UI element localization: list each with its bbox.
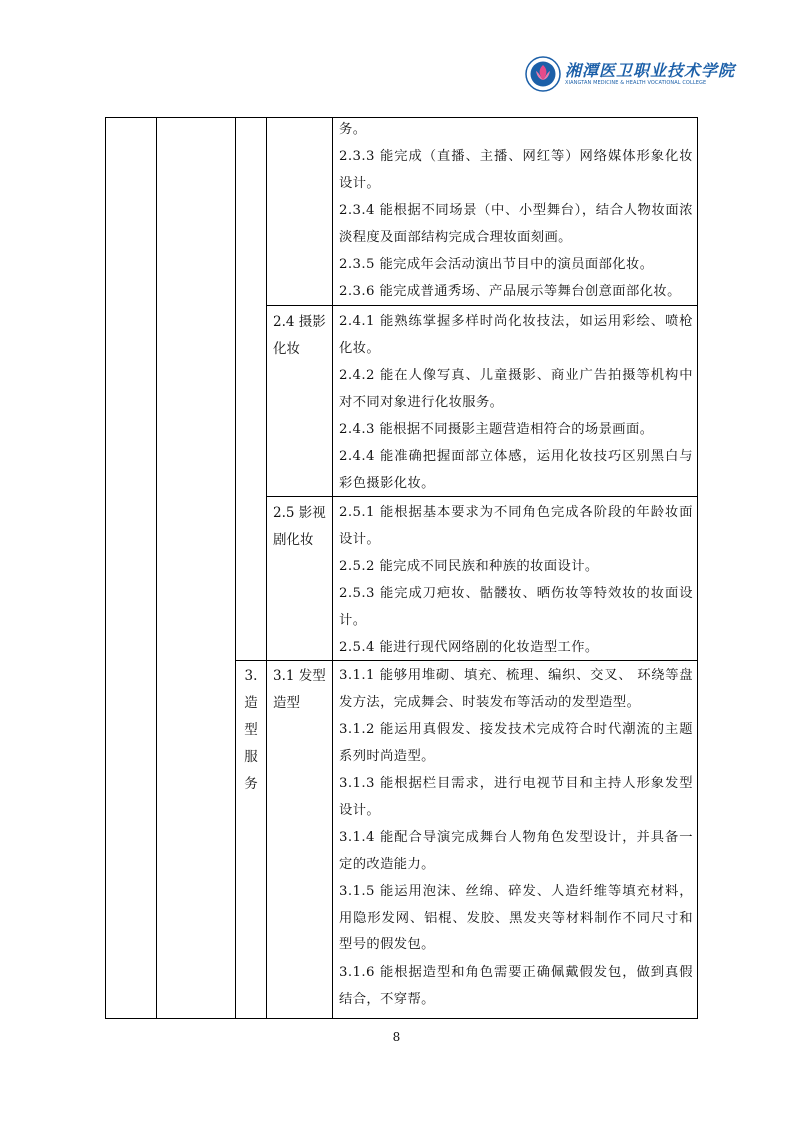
college-seal-icon xyxy=(525,56,561,92)
skill-item: 3.1.4 能配合导演完成舞台人物角色发型设计，并具备一定的改造能力。 xyxy=(339,830,693,872)
skill-item: 3.1.2 能运用真假发、接发技术完成符合时代潮流的主题系列时尚造型。 xyxy=(339,722,693,764)
skill-item: 务。 xyxy=(339,122,367,137)
skill-item: 3.1.5 能运用泡沫、丝绵、碎发、人造纤维等填充材料，用隐形发网、铝棍、发胶、黑发夹等材料制作不同尺寸和型号的假发包。 xyxy=(339,884,693,953)
skill-item: 2.5.3 能完成刀疤妆、骷髅妆、晒伤妆等特效妆的妆面设计。 xyxy=(339,586,693,628)
skill-item: 3.1.3 能根据栏目需求，进行电视节目和主持人形象发型设计。 xyxy=(339,776,693,818)
skill-item: 2.4.2 能在人像写真、儿童摄影、商业广告拍摄等机构中对不同对象进行化妆服务。 xyxy=(339,368,693,410)
table-border-bottom xyxy=(105,1018,698,1019)
table-col-divider xyxy=(235,117,236,1019)
skill-item: 2.3.5 能完成年会活动演出节目中的演员面部化妆。 xyxy=(339,257,654,272)
skill-item: 2.4.1 能熟练掌握多样时尚化妆技法，如运用彩绘、喷枪化妆。 xyxy=(339,314,693,356)
skill-item: 2.3.6 能完成普通秀场、产品展示等舞台创意面部化妆。 xyxy=(339,284,681,299)
table-border-right xyxy=(697,117,698,1019)
college-name-en: XIANGTAN MEDICINE & HEALTH VOCATIONAL COLLEGE xyxy=(565,80,707,86)
table-col-divider xyxy=(156,117,157,1019)
skills-table xyxy=(105,117,698,1019)
skill-item: 2.4.3 能根据不同摄影主题营造相符合的场景画面。 xyxy=(339,422,654,437)
task-label: 3. 造型服务 xyxy=(244,668,258,792)
subsection-label: 2.5 影视剧化妆 xyxy=(273,505,326,548)
skill-item: 2.3.3 能完成（直播、主播、网红等）网络媒体形象化妆设计。 xyxy=(339,149,693,191)
table-col-divider xyxy=(266,117,267,1019)
skill-item: 2.5.2 能完成不同民族和种族的妆面设计。 xyxy=(339,559,599,574)
college-name-cn: 湘潭医卫职业技术学院 xyxy=(565,61,736,80)
skill-item: 2.5.4 能进行现代网络剧的化妆造型工作。 xyxy=(339,640,599,655)
skill-item: 2.3.4 能根据不同场景（中、小型舞台），结合人物妆面浓淡程度及面部结构完成合理妆面刻画。 xyxy=(339,203,693,245)
page-number: 8 xyxy=(392,1030,401,1044)
subsection-label: 3.1 发型造型 xyxy=(273,668,326,711)
subsection-label: 2.4 摄影化妆 xyxy=(273,314,326,357)
college-logo xyxy=(525,54,736,94)
table-border-left xyxy=(105,117,106,1019)
skill-item: 3.1.1 能够用堆砌、填充、梳理、编织、交叉、 环绕等盘发方法，完成舞会、时装发布等活动的发型造型。 xyxy=(339,668,693,710)
skill-item: 3.1.6 能根据造型和角色需要正确佩戴假发包，做到真假结合，不穿帮。 xyxy=(339,965,693,1007)
skill-item: 2.4.4 能准确把握面部立体感，运用化妆技巧区别黑白与彩色摄影化妆。 xyxy=(339,449,693,491)
skill-item: 2.5.1 能根据基本要求为不同角色完成各阶段的年龄妆面设计。 xyxy=(339,505,693,547)
table-col-divider xyxy=(332,117,333,1019)
